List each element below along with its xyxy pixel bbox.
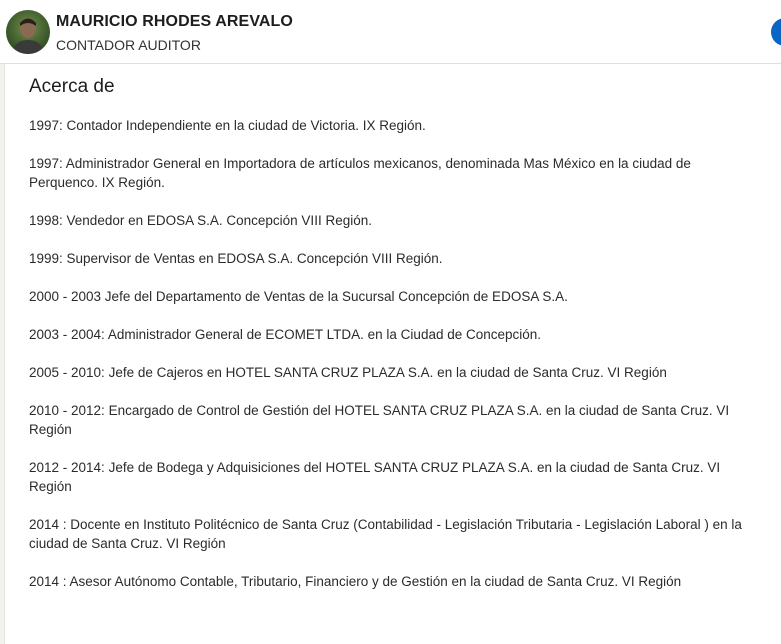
avatar-photo (6, 10, 50, 54)
list-item: 1998: Vendedor en EDOSA S.A. Concepción VIII Región. (29, 213, 372, 228)
list-item: 2000 - 2003 Jefe del Departamento de Ventas de la Sucursal Concepción de EDOSA S.A. (29, 289, 568, 304)
list-item: 2003 - 2004: Administrador General de ECOMET LTDA. en la Ciudad de Concepción. (29, 327, 542, 342)
about-card (4, 64, 781, 644)
profile-name: MAURICIO RHODES AREVALO (56, 13, 293, 30)
list-item: 2005 - 2010: Jefe de Cajeros en HOTEL SANTA CRUZ PLAZA S.A. en la ciudad de Santa Cruz. VI Región (29, 365, 667, 380)
list-item: 2014 : Asesor Autónomo Contable, Tributario, Financiero y de Gestión en la ciudad de Santa Cruz. VI Región (29, 574, 682, 589)
profile-headline: CONTADOR AUDITOR (56, 37, 201, 53)
section-title: Acerca de (29, 76, 115, 97)
list-item: 1999: Supervisor de Ventas en EDOSA S.A. Concepción VIII Región. (29, 251, 443, 266)
about-list (29, 116, 759, 610)
list-item: 1997: Administrador General en Importadora de artículos mexicanos, denominada Mas México en la ciudad de Perquenco. IX Región. (29, 156, 691, 190)
list-item: 1997: Contador Independiente en la ciudad de Victoria. IX Región. (29, 118, 426, 133)
list-item: 2012 - 2014: Jefe de Bodega y Adquisiciones del HOTEL SANTA CRUZ PLAZA S.A. en la ciudad de Santa Cruz. VI Región (29, 460, 721, 494)
list-item: 2010 - 2012: Encargado de Control de Gestión del HOTEL SANTA CRUZ PLAZA S.A. en la ciudad de Santa Cruz. VI Región (29, 403, 730, 437)
list-item: 2014 : Docente en Instituto Politécnico de Santa Cruz (Contabilidad - Legislación Tributaria - Legislación Laboral ) en la ciudad de Santa Cruz. VI Región (29, 517, 742, 551)
avatar[interactable] (6, 10, 50, 54)
connect-button[interactable] (771, 18, 781, 46)
profile-header (0, 0, 781, 64)
